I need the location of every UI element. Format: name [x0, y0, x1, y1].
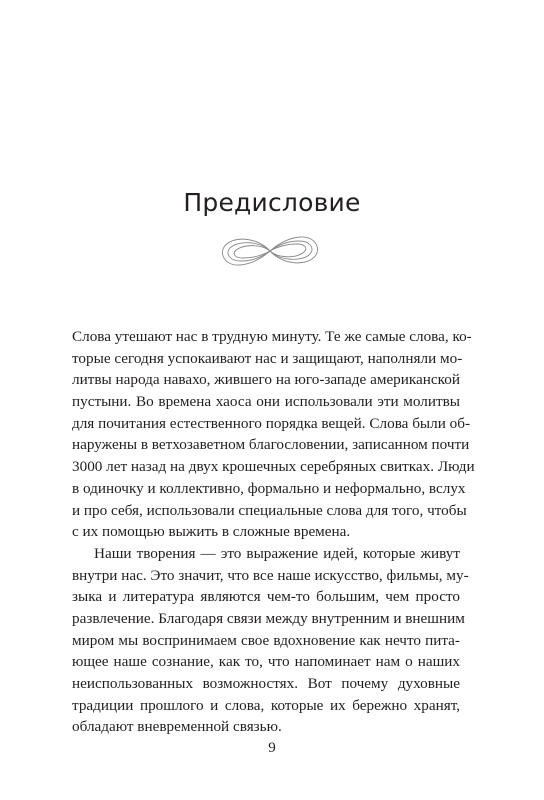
text-line: торые сегодня успокаивают нас и защищают, наполняли мо- [72, 349, 463, 367]
text-line: Слова утешают нас в трудную минуту. Те же самые слова, ко- [72, 328, 472, 345]
text-line: обладают вневременной связью. [72, 718, 282, 736]
text-line: внутри нас. Это значит, что все наше искусство, фильмы, му- [72, 566, 469, 584]
text-line: литвы народа навахо, жившего на юго-западе американской [72, 371, 460, 389]
text-line: с их помощью выжить в сложные времена. [72, 523, 351, 541]
page-number: 9 [268, 740, 276, 756]
text-line: ющее наше сознание, как то, что напоминает нам о наших [72, 653, 460, 671]
chapter-title: Предисловие [183, 188, 361, 217]
text-line: 3000 лет назад на двух крошечных серебряных свитках. Люди [72, 458, 475, 476]
text-line: для почитания естественного порядка вещей. Слова были об- [72, 414, 471, 432]
text-line: миром мы воспринимаем свое вдохновение как нечто пита- [72, 631, 460, 649]
text-line: наружены в ветхозаветном благословении, записанном почти [72, 436, 470, 454]
text-line: неиспользованных возможностях. Вот почему духовные [72, 675, 460, 692]
text-line: и про себя, использовали специальные слова для того, чтобы [72, 501, 467, 519]
text-line: развлечение. Благодаря связи между внутренним и внешним [72, 609, 465, 627]
text-line: в одиночку и коллективно, формально и неформально, вслух [72, 479, 466, 497]
body-text [72, 326, 475, 738]
text-line: Наши творения — это выражение идей, которые живут [94, 544, 460, 562]
text-line: пустыни. Во времена хаоса они использовали эти молитвы [72, 393, 460, 411]
text-line: традиции прошлого и слова, которые их бережно хранят, [72, 696, 460, 714]
text-line: зыка и литература являются чем-то большим, чем просто [72, 588, 460, 606]
infinity-knot-ornament-icon [218, 232, 322, 270]
